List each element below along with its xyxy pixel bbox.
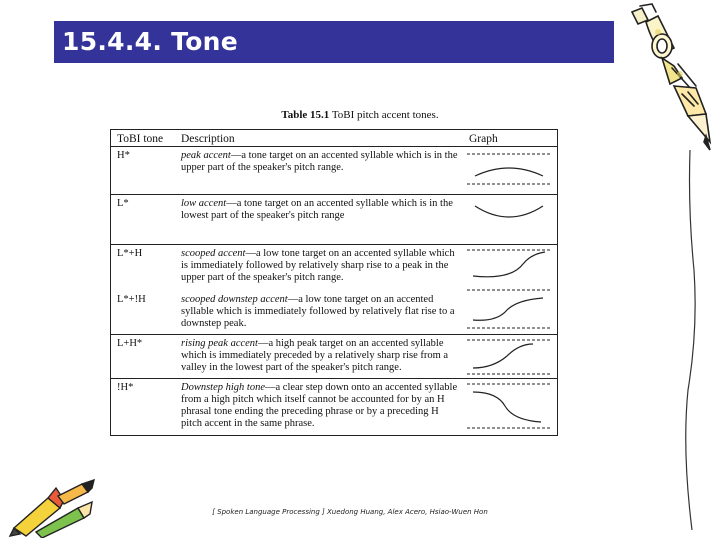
row-tone-l-star: L* xyxy=(117,198,129,209)
accent-term: peak accent xyxy=(181,150,231,161)
accent-term: Downstep high tone xyxy=(181,382,265,393)
accent-definition: —a high peak target on an accented syllable which is immediately preceded by a relatively sharp rise from a valley in the lowest part of the speaker's pitch range. xyxy=(181,338,449,373)
graph-peak-accent xyxy=(467,150,551,188)
row-tone-l-plus-h-star: L+H* xyxy=(117,338,143,349)
graph-rising-peak-accent xyxy=(467,336,551,378)
accent-definition: —a tone target on an accented syllable which is in the upper part of the speaker's pitch range. xyxy=(181,150,458,173)
graph-scooped-downstep-accent xyxy=(467,286,551,332)
pencils-illustration-icon xyxy=(8,478,100,538)
table-caption-label: Table 15.1 xyxy=(281,109,330,121)
row-description xyxy=(181,198,461,222)
row-divider xyxy=(111,194,557,195)
row-description xyxy=(181,294,461,330)
row-description xyxy=(181,338,461,374)
header-description: Description xyxy=(181,133,235,145)
accent-term: scooped downstep accent xyxy=(181,294,288,305)
table-caption xyxy=(0,109,720,121)
title-bar xyxy=(54,21,614,63)
table-caption-text: ToBI pitch accent tones. xyxy=(329,109,439,121)
row-description xyxy=(181,382,461,430)
doodle-line-decoration xyxy=(676,150,706,535)
accent-definition: —a low tone target on an accented syllable which is immediately followed by relatively sharp rise to a peak in the upper part of the speaker's pitch range. xyxy=(181,248,455,283)
graph-downstep-high-tone xyxy=(467,380,551,432)
header-tobi-tone: ToBI tone xyxy=(117,133,164,145)
row-divider xyxy=(111,378,557,379)
row-divider xyxy=(111,244,557,245)
row-tone-downstep-h-star: !H* xyxy=(117,382,134,393)
header-divider xyxy=(111,146,557,147)
accent-term: scooped accent xyxy=(181,248,246,259)
row-tone-h-star: H* xyxy=(117,150,130,161)
tobi-pitch-accent-table xyxy=(110,129,558,436)
pencil-illustration-icon xyxy=(622,2,714,154)
graph-low-accent xyxy=(467,198,551,238)
row-description xyxy=(181,150,461,174)
slide-title: 15.4.4. Tone xyxy=(62,27,239,56)
row-description xyxy=(181,248,461,284)
row-divider xyxy=(111,334,557,335)
citation: [ Spoken Language Processing ] Xuedong Huang, Alex Acero, Hsiao-Wuen Hon xyxy=(212,508,488,516)
accent-definition: —a clear step down onto an accented syllable from a high pitch which itself cannot be accounted for by an H phrasal tone ending the preceding phrase or by a preceding H pitch accent in the same phrase. xyxy=(181,382,458,429)
accent-definition: —a low tone target on an accented syllable which is immediately followed by relatively flat rise to a downstep peak. xyxy=(181,294,455,329)
accent-definition: —a tone target on an accented syllable which is in the lowest part of the speaker's pitch range xyxy=(181,198,453,221)
accent-term: rising peak accent xyxy=(181,338,258,349)
accent-term: low accent xyxy=(181,198,227,209)
header-graph: Graph xyxy=(469,133,498,145)
row-tone-l-star-plus-downstep-h: L*+!H xyxy=(117,294,146,305)
graph-scooped-accent xyxy=(467,246,551,286)
row-tone-l-star-plus-h: L*+H xyxy=(117,248,143,259)
